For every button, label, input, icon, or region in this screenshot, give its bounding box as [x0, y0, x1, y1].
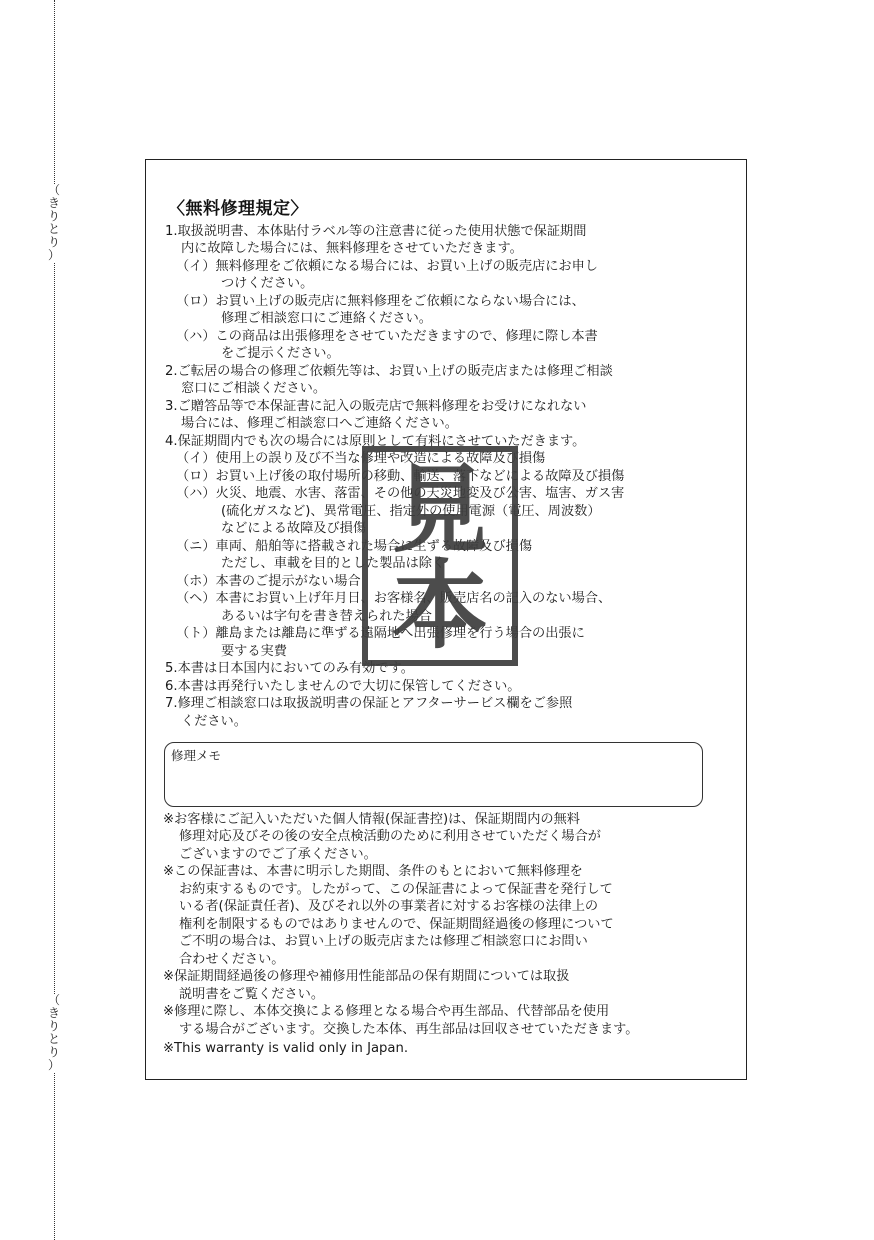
- rule-line: あるいは字句を書き替えられた場合: [221, 609, 432, 624]
- note-line: する場合がございます。交換した本体、再生部品は回収させていただきます。: [179, 1022, 639, 1037]
- rule-line: （ヘ）本書にお買い上げ年月日、お客様名、販売店名の記入のない場合、: [176, 591, 612, 606]
- note-line: ※この保証書は、本書に明示した期間、条件のもとにおいて無料修理を: [163, 864, 583, 879]
- cut-label-bottom: [44, 994, 64, 1072]
- sample-stamp-char-2: 本: [392, 550, 488, 662]
- note-line: ご不明の場合は、お買い上げの販売店または修理ご相談窓口にお問い: [179, 934, 588, 949]
- rule-line: （ト）離島または離島に準ずる遠隔地へ出張修理を行う場合の出張に: [176, 626, 585, 641]
- note-line: ※保証期間経過後の修理や補修用性能部品の保有期間については取扱: [163, 969, 570, 984]
- cut-label-char: （: [47, 183, 60, 197]
- rule-line: 1.取扱説明書、本体貼付ラベル等の注意書に従った使用状態で保証期間: [165, 224, 587, 239]
- note-line: お約束するものです。したがって、この保証書によって保証書を発行して: [179, 882, 613, 897]
- repair-memo-label: 修理メモ: [171, 748, 222, 763]
- cut-label-char: と: [47, 1032, 60, 1046]
- note-line: ※お客様にご記入いただいた個人情報(保証書控)は、保証期間内の無料: [163, 812, 580, 827]
- note-line: 説明書をご覧ください。: [179, 987, 325, 1002]
- rule-line: 4.保証期間内でも次の場合には原則として有料にさせていただきます。: [165, 434, 586, 449]
- rule-line: （ハ）この商品は出張修理をさせていただきますので、修理に際し本書: [176, 329, 598, 344]
- rule-line: （ホ）本書のご提示がない場合: [176, 574, 361, 589]
- rule-line: （ロ）お買い上げ後の取付場所の移動、輸送、落下などによる故障及び損傷: [176, 469, 625, 484]
- rule-line: 7.修理ご相談窓口は取扱説明書の保証とアフターサービス欄をご参照: [165, 696, 573, 711]
- page-title: 〈無料修理規定〉: [168, 199, 308, 219]
- rule-line: （ハ）火災、地震、水害、落雷、その他の天災地変及び公害、塩害、ガス害: [176, 486, 625, 501]
- note-line: いる者(保証責任者)、及びそれ以外の事業者に対するお客様の法律上の: [179, 899, 599, 914]
- note-line: ※修理に際し、本体交換による修理となる場合や再生部品、代替部品を使用: [163, 1004, 610, 1019]
- rule-line: （イ）使用上の誤り及び不当な修理や改造による故障及び損傷: [176, 451, 546, 466]
- note-line: 権利を制限するものではありませんので、保証期間経過後の修理について: [179, 917, 614, 932]
- cut-label-char: き: [47, 196, 60, 210]
- rule-line: (硫化ガスなど)、異常電圧、指定外の使用電源（電圧、周波数）: [221, 504, 601, 519]
- cut-label-char: ）: [47, 248, 60, 262]
- rule-line: 5.本書は日本国内においてのみ有効です。: [165, 661, 414, 676]
- rule-line: （ニ）車両、船舶等に搭載された場合に生ずる故障及び損傷: [176, 539, 533, 554]
- rule-line: （イ）無料修理をご依頼になる場合には、お買い上げの販売店にお申し: [176, 259, 598, 274]
- note-line: 修理対応及びその後の安全点検活動のために利用させていただく場合が: [179, 829, 601, 844]
- cut-label-char: り: [47, 209, 60, 223]
- cut-label-char: と: [47, 222, 60, 236]
- cut-label-char: （: [47, 993, 60, 1007]
- sample-stamp-char-1: 見: [392, 454, 488, 566]
- rule-line: 窓口にご相談ください。: [181, 381, 327, 396]
- rule-line: ください。: [181, 714, 247, 729]
- rule-line: 場合には、修理ご相談窓口へご連絡ください。: [181, 416, 458, 431]
- cut-label-char: り: [47, 235, 60, 249]
- rule-line: などによる故障及び損傷: [221, 521, 367, 536]
- rule-line: ただし、車載を目的とした製品は除く: [221, 556, 446, 571]
- rule-line: 内に故障した場合には、無料修理をさせていただきます。: [181, 241, 523, 256]
- note-line: 合わせください。: [179, 952, 285, 967]
- rule-line: をご提示ください。: [221, 346, 340, 361]
- cut-label-top: [44, 184, 64, 262]
- rule-line: 要する実費: [221, 644, 287, 659]
- cut-label-char: き: [47, 1006, 60, 1020]
- cut-label-char: り: [47, 1019, 60, 1033]
- rule-line: 6.本書は再発行いたしませんので大切に保管してください。: [165, 679, 521, 694]
- cut-label-char: り: [47, 1045, 60, 1059]
- note-line: ございますのでご了承ください。: [179, 847, 377, 862]
- repair-memo-box[interactable]: [164, 742, 703, 807]
- cut-label-char: ）: [47, 1058, 60, 1072]
- rule-line: （ロ）お買い上げの販売店に無料修理をご依頼にならない場合には、: [176, 294, 585, 309]
- rule-line: つけください。: [221, 276, 314, 291]
- rule-line: 2.ご転居の場合の修理ご依頼先等は、お買い上げの販売店または修理ご相談: [165, 364, 613, 379]
- note-line: ※This warranty is valid only in Japan.: [163, 1041, 409, 1056]
- rule-line: 修理ご相談窓口にご連絡ください。: [221, 311, 432, 326]
- sample-stamp: [362, 446, 518, 666]
- rule-line: 3.ご贈答品等で本保証書に記入の販売店で無料修理をお受けになれない: [165, 399, 587, 414]
